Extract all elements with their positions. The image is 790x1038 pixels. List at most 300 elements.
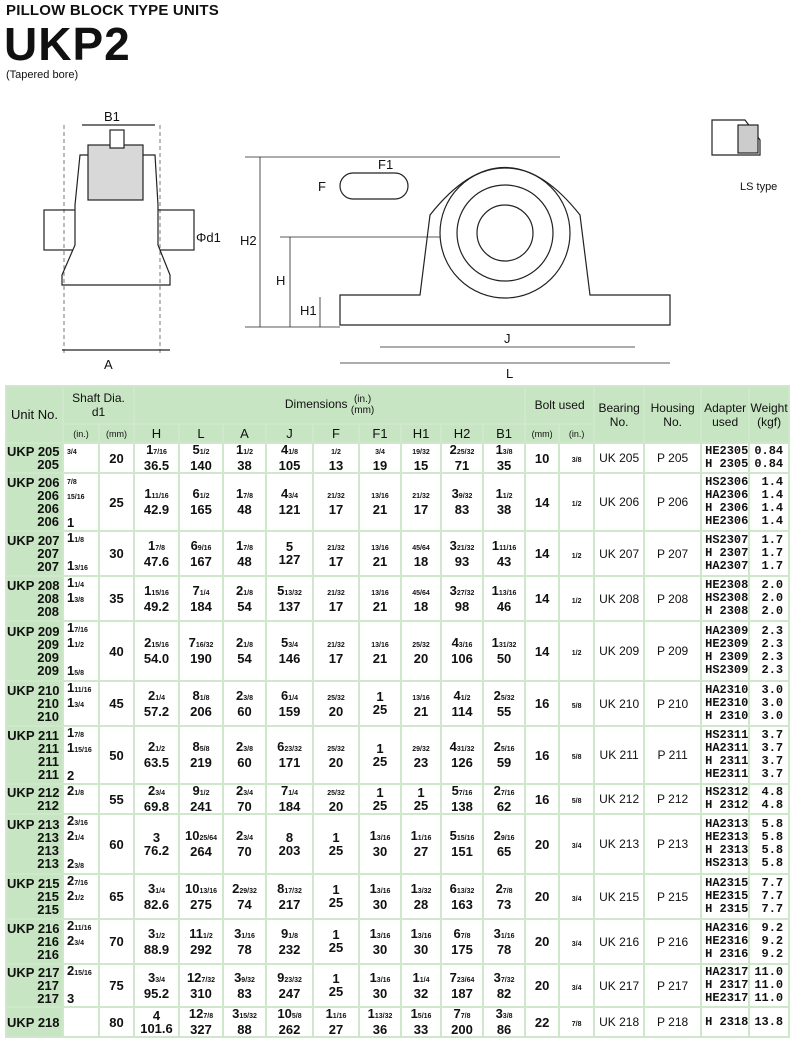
bolt-in: 1/2 [571, 650, 582, 657]
dim-f1 [359, 443, 401, 473]
whole-number: 12 [186, 969, 202, 985]
dim-h2-mm: 71 [454, 458, 470, 473]
bolt-mm: 16 [525, 784, 559, 814]
shaft-in [67, 890, 98, 905]
dim-b1-in [484, 687, 524, 705]
dim-a [223, 919, 266, 964]
subheader-1: (mm) [99, 424, 134, 443]
dim-b1 [483, 576, 525, 621]
dim-f1 [359, 919, 401, 964]
dim-l [179, 874, 223, 919]
dim-f1-in [360, 830, 400, 845]
fraction: 1/16 [417, 835, 432, 842]
fraction: 7/8 [155, 544, 165, 552]
weight: 2.0 [761, 578, 784, 592]
table-row [6, 531, 789, 576]
dim-j-mm: 262 [278, 1022, 301, 1037]
fraction: 21/32 [456, 544, 475, 552]
dim-b1-in [484, 741, 524, 756]
dim-a [223, 621, 266, 681]
dim-b1-mm: 43 [496, 553, 512, 569]
fraction: 3/4 [67, 449, 77, 456]
whole-number: 10 [185, 828, 200, 843]
adapter: HE2313 [705, 830, 749, 844]
bolt-mm: 20 [525, 964, 559, 1007]
dim-f1-in [360, 444, 400, 459]
unit-no: 216 [37, 934, 59, 949]
whole-number: 3 [67, 991, 75, 1006]
whole-number: 6 [190, 537, 198, 553]
dim-f-mm: 17 [328, 651, 344, 666]
dim-f1 [359, 726, 401, 784]
whole-number: 4 [281, 486, 289, 501]
fraction: 3/16 [458, 642, 473, 649]
unit-no: UKP 208 [7, 578, 60, 593]
weight-cell [749, 726, 789, 784]
fraction: 25/32 [327, 746, 345, 753]
fraction: 1/8 [74, 537, 84, 544]
fraction: 13/16 [371, 589, 389, 597]
dim-a-mm: 48 [237, 553, 252, 569]
whole-number: 4 [449, 739, 457, 754]
unit-no: 213 [37, 856, 59, 871]
dim-f [313, 919, 359, 964]
dim-l-mm: 264 [190, 844, 212, 859]
dim-l-mm: 310 [190, 985, 212, 1001]
bolt-in-cell [559, 1007, 594, 1037]
dim-h2-mm: 106 [451, 651, 473, 666]
dim-h1-mm: 27 [413, 844, 429, 859]
dim-h1-in [402, 488, 440, 503]
housing-no: P 215 [644, 874, 701, 919]
dim-b1 [483, 919, 525, 964]
dim-j [266, 681, 313, 726]
whole-number: 1 [495, 486, 503, 501]
whole-number: 9 [281, 925, 289, 941]
whole-number: 1 [376, 784, 384, 800]
adapter-cell [701, 874, 749, 919]
unit-no: UKP 217 [7, 965, 60, 980]
adapter: H 2311 [705, 754, 749, 768]
dim-f1-in [360, 880, 400, 898]
unit-no: 207 [37, 546, 59, 561]
fraction: 1/2 [331, 449, 341, 456]
dim-l-in [180, 488, 222, 503]
weight: 9.2 [761, 921, 784, 935]
weight: 1.4 [761, 514, 784, 528]
adapter: HS2308 [705, 591, 749, 605]
whole-number: 1 [369, 925, 377, 941]
dim-l-mm: 241 [190, 799, 212, 814]
unit-no: 216 [37, 947, 59, 962]
whole-number: 1 [67, 620, 75, 635]
shaft-in [67, 489, 98, 504]
dim-l [179, 621, 223, 681]
whole-number: 2 [67, 828, 75, 843]
adapter: HS2306 [705, 475, 749, 489]
dim-h2-in [442, 880, 482, 898]
dim-f [313, 964, 359, 1007]
fraction: 25/64 [199, 835, 217, 842]
whole-number: 1 [67, 530, 75, 545]
weight-cell [749, 814, 789, 874]
table-row [6, 621, 789, 681]
whole-number: 7 [453, 1006, 461, 1021]
dim-j-in [267, 488, 312, 503]
dim-f1-mm: 30 [372, 985, 388, 1001]
dim-h-in [135, 829, 178, 845]
dim-l [179, 1007, 223, 1037]
subheader-5: J [266, 424, 313, 443]
dim-b1 [483, 964, 525, 1007]
whole-number: 4 [281, 442, 289, 457]
dim-l-mm: 184 [190, 598, 212, 614]
fraction: 1/2 [74, 895, 84, 902]
dim-h2-mm: 175 [451, 941, 473, 957]
whole-number: 3 [148, 880, 156, 896]
dim-a [223, 964, 266, 1007]
whole-number: 1 [491, 635, 499, 650]
fraction: 1/8 [243, 642, 253, 649]
adapter-cell [701, 726, 749, 784]
dim-a-in [224, 969, 265, 987]
dim-j-mm: 203 [278, 842, 301, 858]
label-h1: H1 [300, 303, 317, 318]
bolt-in: 3/4 [571, 940, 582, 948]
adapter: HE2317 [705, 991, 749, 1005]
whole-number: 1 [491, 537, 500, 553]
whole-number: 2 [236, 635, 244, 650]
whole-number: 2 [67, 856, 75, 871]
table-row [6, 726, 789, 784]
whole-number: 1 [332, 971, 340, 986]
whole-number: 3 [234, 969, 242, 985]
header-unit: Unit No. [6, 386, 63, 443]
unit-no: UKP 212 [7, 785, 60, 800]
dim-l [179, 473, 223, 531]
dim-f1-in [360, 784, 400, 800]
header-dimensions [134, 386, 525, 424]
fraction: 15/16 [456, 835, 475, 842]
fraction: 1/2 [243, 449, 253, 456]
shaft-in [67, 474, 98, 489]
shaft-in [67, 993, 98, 1006]
shaft-in-cell [63, 443, 99, 473]
unit-no: 217 [37, 991, 59, 1006]
dim-h-in [135, 880, 178, 898]
whole-number: 2 [236, 828, 244, 843]
dim-f-in [314, 690, 358, 705]
whole-number: 1 [417, 784, 425, 800]
dim-h [134, 814, 179, 874]
weight: 1.4 [761, 501, 784, 515]
fraction: 1/2 [155, 746, 165, 753]
fraction: 7/8 [460, 1013, 471, 1020]
weight: 4.8 [761, 785, 784, 799]
weight: 7.7 [761, 876, 784, 890]
dim-a-mm: 48 [237, 502, 252, 517]
dim-f-mm: 17 [328, 553, 344, 569]
whole-number: 1 [67, 515, 75, 530]
weight: 2.3 [761, 663, 784, 677]
dim-h1-mm: 21 [413, 703, 429, 719]
dim-h1-mm: 25 [413, 797, 429, 813]
dim-f-in [314, 785, 358, 800]
fraction: 5/16 [417, 1013, 432, 1020]
shaft-in-cell [63, 473, 99, 531]
adapter: H 2318 [705, 1014, 749, 1029]
whole-number: 1 [491, 582, 499, 598]
adapter: HS2311 [705, 728, 749, 742]
bolt-mm: 22 [525, 1007, 559, 1037]
dim-a-mm: 38 [237, 458, 252, 473]
dim-j-mm: 159 [278, 703, 301, 719]
dim-a-in [224, 1008, 265, 1023]
weight: 11.0 [754, 978, 784, 992]
dim-l-in [180, 830, 222, 845]
label-h2: H2 [240, 233, 257, 248]
weight: 1.4 [761, 488, 784, 502]
dim-j-in [267, 444, 312, 459]
dim-h2-mm: 138 [451, 799, 473, 814]
fraction: 3/16 [376, 835, 391, 842]
dim-a [223, 681, 266, 726]
whole-number: 1 [369, 880, 377, 896]
adapter: H 2317 [705, 978, 749, 992]
whole-number: 2 [495, 880, 503, 896]
dim-a [223, 814, 266, 874]
fraction: 13/32 [284, 589, 302, 597]
dim-f1 [359, 681, 401, 726]
whole-number: 2 [67, 918, 75, 933]
dim-j-mm: 137 [278, 598, 301, 614]
unit-no: UKP 216 [7, 921, 60, 936]
whole-number: 3 [495, 1006, 503, 1021]
fraction: 9/32 [458, 493, 473, 500]
unit-no-cell [6, 681, 63, 726]
adapter: HA2310 [705, 683, 749, 697]
dim-a-mm: 70 [237, 844, 252, 859]
weight-cell [749, 681, 789, 726]
dim-l [179, 681, 223, 726]
dim-a-mm: 74 [237, 896, 252, 912]
adapter-cell [701, 443, 749, 473]
dim-l-mm: 292 [190, 941, 212, 957]
dim-h1 [401, 726, 441, 784]
specifications-table [5, 385, 790, 1038]
bolt-in-cell [559, 874, 594, 919]
whole-number: 1 [67, 680, 75, 695]
dim-h2-mm: 98 [454, 598, 470, 614]
bolt-in: 3/4 [571, 843, 582, 850]
unit-no: 211 [38, 741, 59, 756]
bolt-in: 5/8 [571, 798, 582, 805]
bolt-in: 1/2 [571, 552, 582, 560]
dim-h-in [135, 537, 178, 555]
dim-f1-in [360, 540, 400, 555]
dim-h1 [401, 1007, 441, 1037]
table-row [6, 681, 789, 726]
shaft-mm: 70 [99, 919, 134, 964]
whole-number: 1 [410, 880, 418, 896]
unit-no: UKP 215 [7, 876, 60, 891]
weight: 3.7 [761, 728, 784, 742]
unit-no-cell [6, 964, 63, 1007]
dim-f-in [314, 488, 358, 503]
adapter: HE2310 [705, 696, 749, 710]
dim-j-mm: 171 [278, 755, 301, 770]
weight: 5.8 [761, 830, 784, 844]
weight-cell [749, 531, 789, 576]
dim-h [134, 681, 179, 726]
fraction: 1/16 [332, 1013, 347, 1020]
whole-number: 1 [67, 635, 75, 650]
dim-h-in [135, 582, 178, 600]
bolt-in: 3/4 [571, 984, 582, 992]
whole-number: 3 [148, 925, 156, 941]
whole-number: 2 [67, 783, 75, 798]
weight: 3.0 [761, 683, 784, 697]
dim-j [266, 784, 313, 814]
subheader-8: H1 [401, 424, 441, 443]
dim-a-mm: 83 [237, 985, 252, 1001]
dim-f1-mm: 30 [372, 844, 388, 859]
fraction: 3/4 [288, 642, 298, 649]
fraction: 25/32 [456, 449, 475, 456]
fraction: 15/16 [151, 589, 169, 597]
whole-number: 3 [451, 486, 459, 501]
unit-no: UKP 205 [7, 444, 60, 459]
fraction: 13/16 [199, 887, 217, 895]
bolt-in: 7/8 [571, 1021, 582, 1028]
whole-number: 2 [67, 813, 75, 828]
dim-a-in [224, 880, 265, 898]
unit-no: 212 [37, 798, 59, 813]
weight: 3.7 [761, 767, 784, 781]
adapter: HS2307 [705, 533, 749, 547]
fraction: 7/16 [153, 449, 167, 456]
dim-b1-mm: 50 [496, 651, 512, 666]
dim-h-in [135, 741, 178, 756]
dim-h-mm: 95.2 [143, 985, 170, 1001]
label-a: A [104, 357, 113, 372]
header-housing: Housing No. [644, 386, 701, 443]
dim-j-in [267, 925, 312, 943]
fraction: 11/16 [74, 925, 92, 932]
dim-f-mm: 25 [328, 895, 344, 910]
dim-h2 [441, 919, 483, 964]
housing-no: P 209 [644, 621, 701, 681]
adapter: HA2317 [705, 965, 749, 979]
whole-number: 2 [67, 888, 75, 903]
subtitle: (Tapered bore) [6, 69, 79, 81]
dim-j-mm: 247 [278, 985, 301, 1001]
dim-h2 [441, 576, 483, 621]
whole-number: 2 [236, 783, 244, 798]
fraction: 31/32 [498, 642, 517, 649]
bolt-in-cell [559, 443, 594, 473]
dim-l-in [180, 785, 222, 800]
dim-f-mm: 25 [328, 940, 344, 955]
fraction: 1/2 [155, 932, 165, 940]
dim-j-in [267, 637, 312, 652]
whole-number: 2 [236, 739, 244, 754]
dim-h1-in [402, 741, 440, 756]
subheader-4: A [223, 424, 266, 443]
shaft-in [67, 742, 98, 757]
whole-number: 1 [332, 829, 340, 845]
whole-number: 3 [152, 829, 161, 845]
dim-h1-in [402, 830, 440, 845]
whole-number: 1 [410, 828, 418, 843]
dim-f [313, 576, 359, 621]
table-row [6, 964, 789, 1007]
adapter: HA2315 [705, 876, 749, 890]
dim-b1 [483, 784, 525, 814]
subheader-12: (in.) [559, 424, 594, 443]
shaft-in [67, 770, 98, 783]
dim-j [266, 443, 313, 473]
dim-h2-in [442, 537, 482, 555]
unit-no: 209 [37, 650, 59, 665]
dimensions-label: Dimensions [284, 397, 348, 412]
bolt-in-cell [559, 726, 594, 784]
dim-unit-in: (in.) [353, 394, 372, 405]
whole-number: 1 [332, 927, 340, 942]
bolt-mm: 20 [525, 874, 559, 919]
dim-b1-in [484, 488, 524, 503]
adapter: HA2311 [705, 741, 749, 755]
side-view [44, 109, 221, 372]
housing-no: P 217 [644, 964, 701, 1007]
whole-number: 1 [236, 486, 244, 501]
dim-j [266, 576, 313, 621]
dim-j [266, 531, 313, 576]
dim-h [134, 726, 179, 784]
dim-h2-mm: 200 [451, 1022, 473, 1037]
whole-number: 2 [148, 739, 156, 754]
dim-f1 [359, 814, 401, 874]
whole-number: 7 [192, 582, 200, 598]
shaft-mm: 20 [99, 443, 134, 473]
dim-f-mm: 25 [328, 984, 344, 999]
dim-h1-mm: 32 [413, 985, 429, 1001]
fraction: 5/32 [500, 694, 515, 702]
dim-h2 [441, 726, 483, 784]
shaft-in-cell [63, 621, 99, 681]
bolt-mm: 10 [525, 443, 559, 473]
unit-no: 206 [37, 488, 59, 503]
fraction: 1/8 [288, 449, 298, 456]
dim-l-mm: 140 [190, 458, 212, 473]
housing-no: P 205 [644, 443, 701, 473]
dim-l-mm: 219 [190, 755, 212, 770]
dim-a-in [224, 637, 265, 652]
adapter: H 2312 [705, 798, 749, 812]
shaft-mm: 40 [99, 621, 134, 681]
fraction: 13/32 [374, 1013, 393, 1020]
adapter: HA2309 [705, 624, 749, 638]
dim-l-in [180, 969, 222, 987]
shaft-in [67, 712, 98, 725]
fraction: 3/16 [376, 932, 391, 940]
bolt-in: 5/8 [571, 702, 582, 710]
subheader-0: (in.) [63, 424, 99, 443]
shaft-in-cell [63, 576, 99, 621]
adapter: HE2308 [705, 578, 749, 592]
dim-f1-in [360, 488, 400, 503]
shaft-in [67, 830, 98, 845]
